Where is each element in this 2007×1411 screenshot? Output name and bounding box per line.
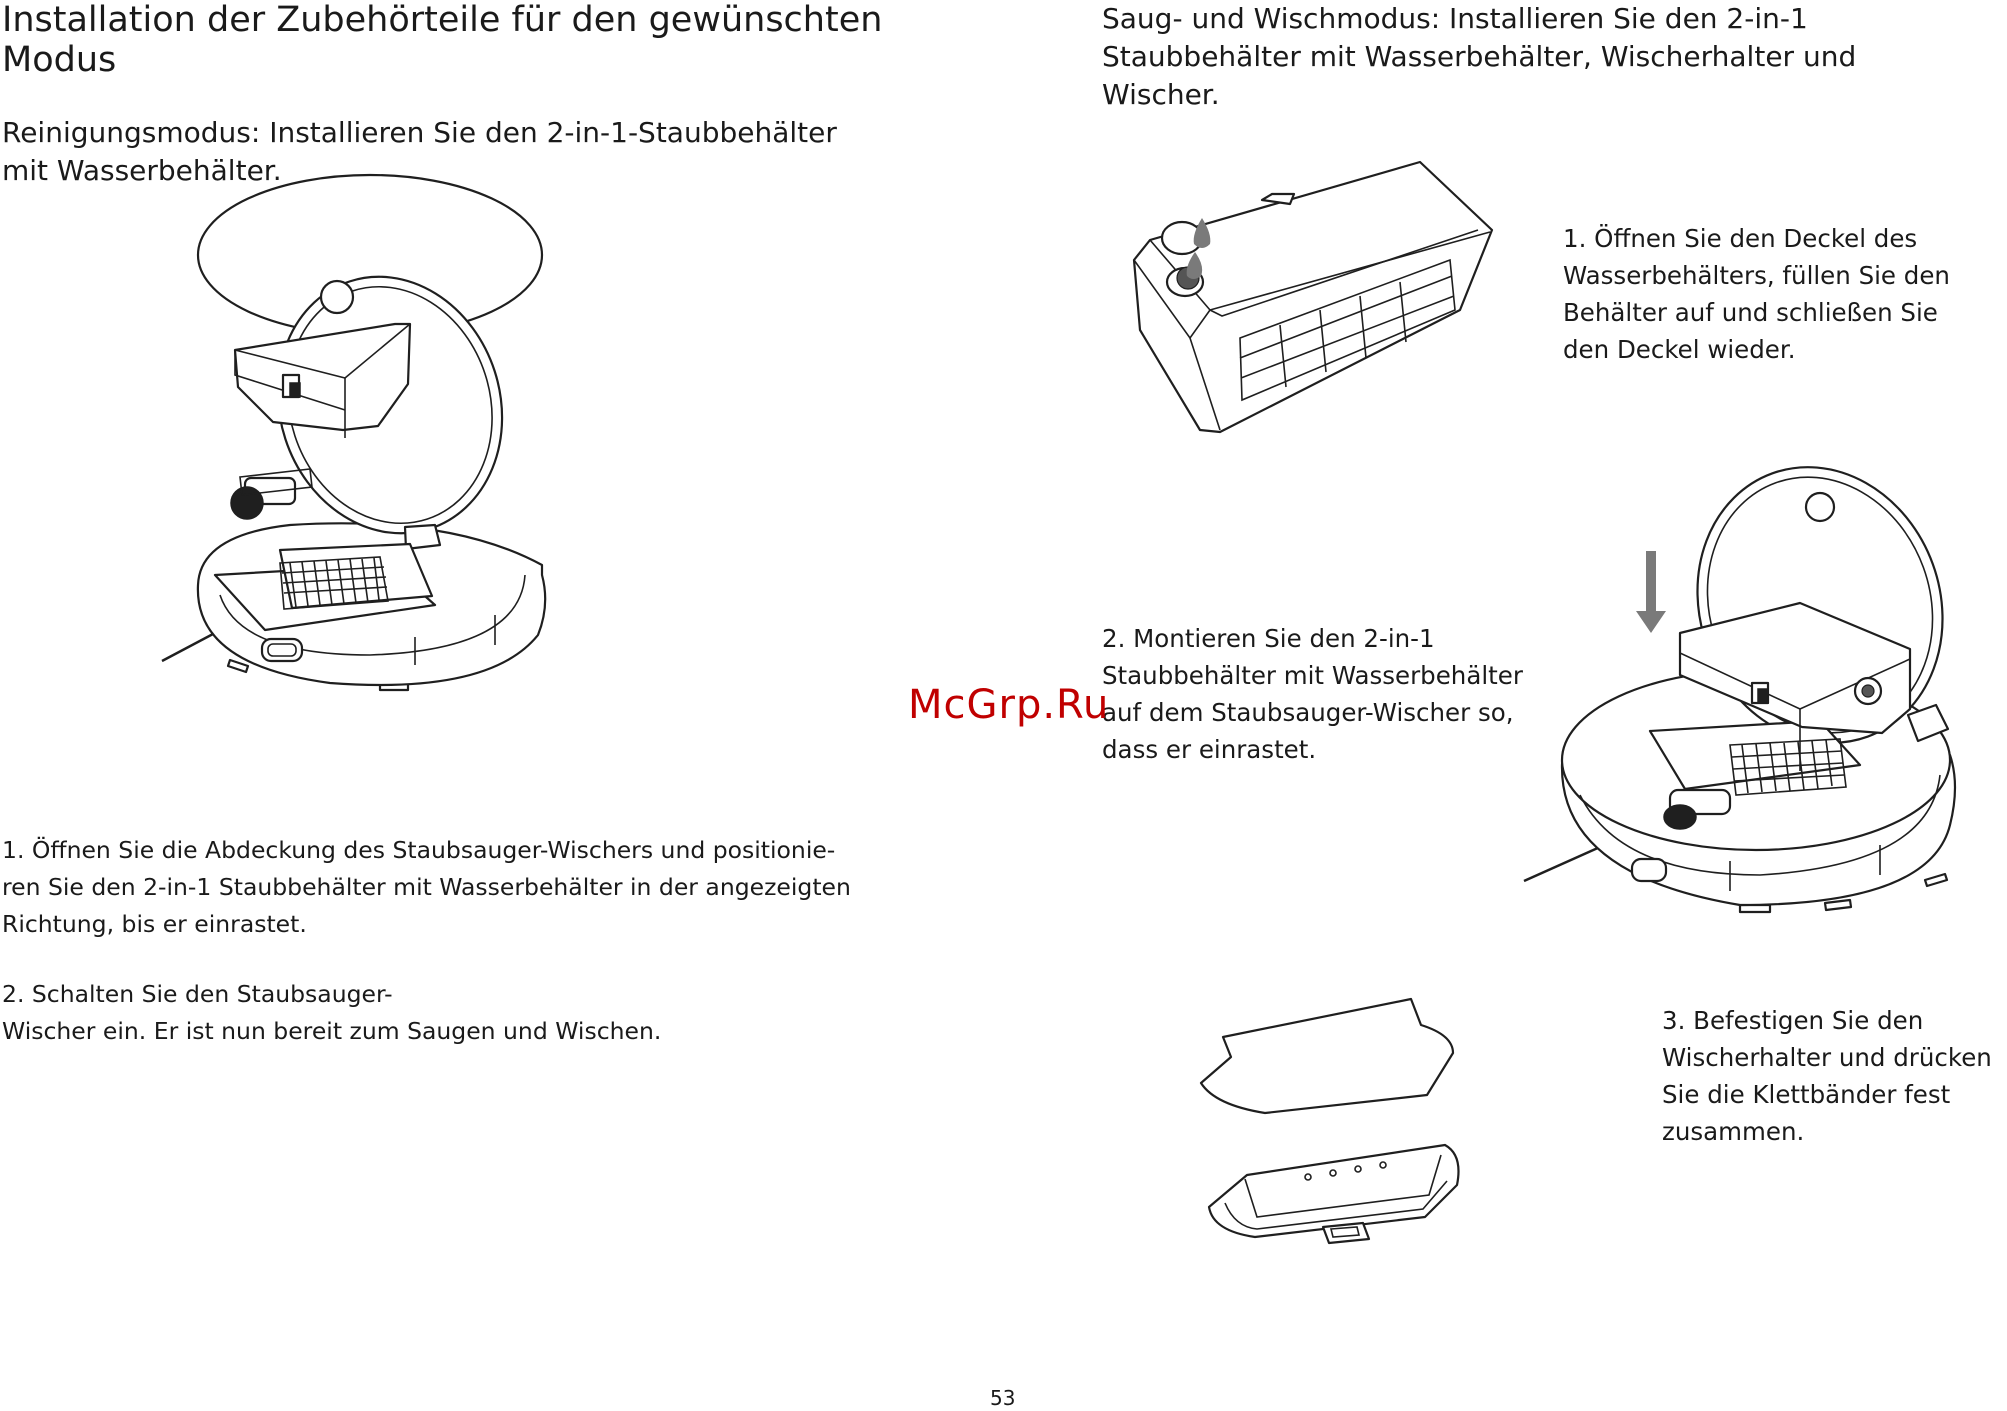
step-line: 2. Montieren Sie den 2-in-1	[1102, 624, 1435, 653]
cleaning-mode-heading	[2, 114, 902, 190]
step-line: Staubbehälter mit Wasserbehälter	[1102, 661, 1523, 690]
mop-step-3	[1662, 1002, 2007, 1150]
mop-mode-heading	[1102, 0, 2002, 114]
mop-holder-illustration	[1195, 995, 1475, 1265]
step-line: 2. Schalten Sie den Staubsauger-	[2, 980, 393, 1008]
step-line: Wischerhalter und drücken	[1662, 1043, 1992, 1072]
heading-line: Reinigungsmodus: Installieren Sie den 2-in-1-Staubbehälter	[2, 116, 837, 149]
step-line: 3. Befestigen Sie den	[1662, 1006, 1924, 1035]
down-arrow-icon	[1636, 551, 1666, 633]
page-number: 53	[990, 1386, 1016, 1410]
step-line: auf dem Staubsauger-Wischer so,	[1102, 698, 1514, 727]
mop-step-2	[1102, 620, 1562, 768]
robot-open-lid-illustration	[150, 265, 600, 705]
cleaning-step-1	[2, 832, 922, 943]
heading-line: Wischer.	[1102, 78, 1220, 111]
mop-step-1	[1563, 220, 2003, 368]
mop-cloth	[1201, 999, 1453, 1113]
step-line: zusammen.	[1662, 1117, 1805, 1146]
page-title	[2, 0, 922, 80]
cleaning-step-2	[2, 976, 922, 1050]
heading-line: Staubbehälter mit Wasserbehälter, Wischerhalter und	[1102, 40, 1857, 73]
step-line: Wischer ein. Er ist nun bereit zum Saugen und Wischen.	[2, 1017, 662, 1045]
step-line: Sie die Klettbänder fest	[1662, 1080, 1951, 1109]
step-line: 1. Öffnen Sie den Deckel des	[1563, 224, 1918, 253]
step-line: 1. Öffnen Sie die Abdeckung des Staubsauger-Wischers und positionie-	[2, 836, 836, 864]
page-title-line: Modus	[2, 40, 117, 80]
step-line: Richtung, bis er einrastet.	[2, 910, 307, 938]
mop-holder	[1209, 1145, 1459, 1243]
water-tank-illustration	[1130, 160, 1500, 440]
page-title-line: Installation der Zubehörteile für den gewünschten	[2, 0, 883, 40]
step-line: dass er einrastet.	[1102, 735, 1317, 764]
heading-line: mit Wasserbehälter.	[2, 154, 282, 187]
step-line: Wasserbehälters, füllen Sie den	[1563, 261, 1950, 290]
step-line: den Deckel wieder.	[1563, 335, 1796, 364]
step-line: ren Sie den 2-in-1 Staubbehälter mit Wasserbehälter in der angezeigten	[2, 873, 851, 901]
step-line: Behälter auf und schließen Sie	[1563, 298, 1938, 327]
heading-line: Saug- und Wischmodus: Installieren Sie den 2-in-1	[1102, 2, 1808, 35]
watermark: McGrp.Ru	[908, 682, 1110, 728]
robot-mounted-tank-illustration	[1520, 455, 1990, 925]
